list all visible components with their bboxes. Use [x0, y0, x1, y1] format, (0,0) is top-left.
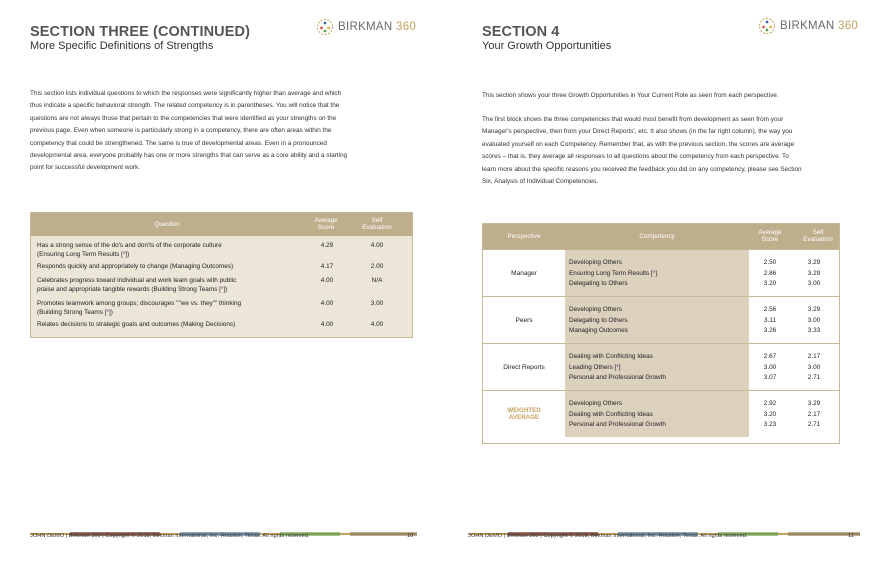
intro-line: learn more about the specific reasons you received the feedback you did on any competency, please see Section [482, 165, 802, 173]
page-number: 10 [407, 533, 414, 539]
competency-row: Delegating to Others [569, 280, 628, 288]
competency-row: Developing Others [569, 259, 622, 266]
logo-num: 360 [396, 21, 417, 33]
intro-line: previous page. Even when someone is particularly strong in a competency, there are often areas within the [30, 127, 332, 135]
competency-row: Ensuring Long Term Results [*] [569, 269, 657, 277]
score-cell: 2.67 2.17 3.00 3.00 3.07 2.71 [763, 353, 821, 382]
footer-ribbon [30, 523, 417, 527]
competency-cell: Developing Others Delegating to Others Managing Outcomes [565, 297, 749, 343]
birkman-logo [758, 17, 858, 35]
perspective-label: WEIGHTED AVERAGE [507, 406, 541, 421]
intro-line: competency that could be strengthened. The same is true of developmental areas. Even in a pronounced [30, 139, 327, 147]
section-subtitle: Your Growth Opportunities [482, 40, 612, 52]
perspective-group-peers [483, 296, 839, 343]
header-perspective: Perspective [507, 233, 541, 240]
intro-line: scores – that is, they average all responses to all questions about the competency from each perspective. To [482, 153, 789, 161]
header-self: Self Evaluation [362, 217, 392, 231]
header-question: Question [154, 221, 180, 228]
birkman-logo [316, 18, 416, 36]
perspective-group-weighted-average [483, 390, 839, 437]
table-header [31, 213, 412, 236]
logo-brand: BIRKMAN [780, 20, 835, 32]
header-average: Average Score [314, 217, 338, 231]
intro-line: point for successful development work. [30, 164, 141, 172]
header-average: Average Score [758, 229, 782, 243]
logo-num: 360 [838, 20, 859, 32]
section-title: SECTION THREE (CONTINUED) [30, 24, 250, 40]
footer-ribbon [468, 523, 860, 527]
section-subtitle: More Specific Definitions of Strengths [30, 40, 214, 52]
score-cell: 2.92 3.29 3.20 2.17 3.23 2.71 [763, 400, 821, 429]
score-cell: 2.50 3.29 2.86 3.29 3.20 3.00 [763, 259, 821, 288]
intro-paragraph-2 [482, 114, 872, 188]
competency-cell: Dealing with Conflicting Ideas Leading Others [*] Personal and Professional Growth [565, 344, 749, 390]
perspective-group-direct-reports [483, 343, 839, 390]
footer-text: JOHN DEMO | Birkman 360 | Copyright © 2018, Birkman International, Inc. Houston, Texas. All rights reserved. [30, 533, 310, 539]
birkman-logo-icon [316, 18, 334, 36]
intro-line: developmental area, everyone probably has one or more strengths that can serve as a core ability and a starting [30, 152, 348, 160]
header-self: Self Evaluation [803, 229, 833, 243]
growth-opportunities-table [482, 223, 840, 444]
intro-line: This section lists individual questions to which the responses were significantly higher than average and which [30, 90, 342, 97]
footer-text: JOHN DEMO | Birkman 360 | Copyright © 2018, Birkman International, Inc. Houston, Texas. All rights reserved. [468, 533, 748, 539]
intro-line: Manager's perspective, then from your Direct Reports', etc. It also shows (in the far right column), the way you [482, 128, 793, 136]
table-header [483, 224, 839, 249]
intro-line: evaluated yourself on each Competency. Remember that, as with the previous section, the scores are average [482, 140, 795, 148]
logo-brand: BIRKMAN [338, 21, 393, 33]
intro-line: thus indicate a specific behavioral strength. The related competency is in parentheses. You will notice that the [30, 102, 340, 110]
birkman-logo-icon [758, 17, 776, 35]
strengths-table: Question Average Score Self Evaluation Has a strong sense of the do's and don'ts of the corporate culture (Ensuring Long Term Results [*]) 4.29 4.00 Responds quickly and appropriately to change (Managing Outcomes) 4.17 2.00 Celebrates progress toward individual and work team goals with public praise and appropriate tangible rewards (Building Strong Teams [*]) 4.00 N/A Promotes teamwork among groups; discourages ""we vs. they"" thinking (Building Strong Teams [*]) 4.00 3.00 Relates decisions to strategic goals and outcomes (Making Decisions) 4.00 4.00 [30, 212, 413, 338]
competency-cell [565, 250, 749, 296]
score-cell: 2.56 3.29 3.11 3.00 3.26 3.33 [763, 306, 821, 335]
intro-paragraph-1: This section shows your three Growth Opportunities in Your Current Role as seen from each perspective. [482, 92, 779, 99]
competency-cell: Developing Others Dealing with Conflicting Ideas Personal and Professional Growth [565, 391, 749, 437]
section-title: SECTION 4 [482, 24, 560, 40]
perspective-label: Direct Reports [503, 363, 545, 371]
intro-line: questions are not always those that pertain to the competencies that were identified as your strengths on the [30, 114, 337, 122]
perspective-group-manager [483, 249, 839, 296]
intro-line: The first block shows the three competencies that would most benefit from development as seen from your [482, 116, 784, 123]
perspective-label: Manager [511, 269, 537, 277]
perspective-label: Peers [515, 316, 533, 324]
header-competency: Competency [639, 233, 675, 240]
page-number: 11 [848, 533, 854, 539]
intro-line: Six, Analysis of Individual Competencies. [482, 178, 599, 186]
intro-paragraph [30, 88, 420, 175]
